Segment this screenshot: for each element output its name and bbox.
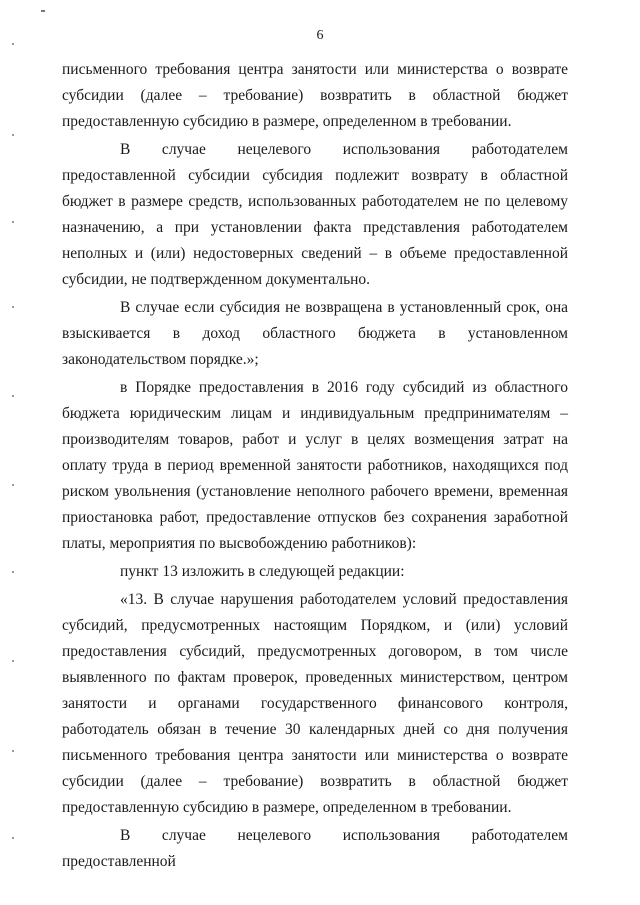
scan-margin-dot	[12, 750, 14, 752]
scan-margin-dot	[12, 395, 14, 397]
paragraph-misuse-of-subsidy: В случае нецелевого использования работодателем предоставленной субсидии субсидия подлежит возврату в областной бюджет в размере средств, использованных работодателем не по целевому назначению, а при установлении факта представления работодателем неполных и (или) недостоверных сведений – в объеме предоставленной субсидии, не подтвержденном документально.	[62, 141, 568, 288]
scan-margin-dot	[12, 571, 14, 573]
paragraph-continuation: письменного требования центра занятости или министерства о возврате субсидии (далее – требование) возвратить в областной бюджет предоставленную субсидию в размере, определенном в требовании.	[62, 61, 568, 130]
scan-margin-dot	[12, 134, 14, 136]
scan-artifact-mark	[41, 10, 45, 12]
scan-margin-dot	[12, 306, 14, 308]
document-body	[62, 57, 568, 875]
scan-margin-dot	[12, 484, 14, 486]
scan-margin-dot	[12, 660, 14, 662]
page-number: 6	[316, 28, 324, 43]
paragraph-misuse-of-subsidy-partial: В случае нецелевого использования работодателем предоставленной	[62, 827, 568, 870]
paragraph-amendment-instruction: пункт 13 изложить в следующей редакции:	[120, 563, 405, 580]
scan-margin-dot	[12, 221, 14, 223]
scan-margin-dot	[12, 837, 14, 839]
paragraph-recovery: В случае если субсидия не возвращена в установленный срок, она взыскивается в доход областного бюджета в установленном законодательством порядке.»;	[62, 299, 568, 368]
paragraph-clause-13: «13. В случае нарушения работодателем условий предоставления субсидий, предусмотренных настоящим Порядком, и (или) условий предоставления субсидий, предусмотренных договором, в том числе выявленного по фактам проверок, проведенных министерством, центром занятости и органами государственного финансового контроля, работодатель обязан в течение 30 календарных дней со дня получения письменного требования центра занятости или министерства о возврате субсидии (далее – требование) возвратить в областной бюджет предоставленную субсидию в размере, определенном в требовании.	[62, 591, 568, 816]
paragraph-procedure-reference: в Порядке предоставления в 2016 году субсидий из областного бюджета юридическим лицам и индивидуальным предпринимателям – производителям товаров, работ и услуг в целях возмещения затрат на оплату труда в период временной занятости работников, находящихся под риском увольнения (установление неполного рабочего времени, временная приостановка работ, предоставление отпусков без сохранения заработной платы, мероприятия по высвобождению работников):	[62, 379, 568, 552]
